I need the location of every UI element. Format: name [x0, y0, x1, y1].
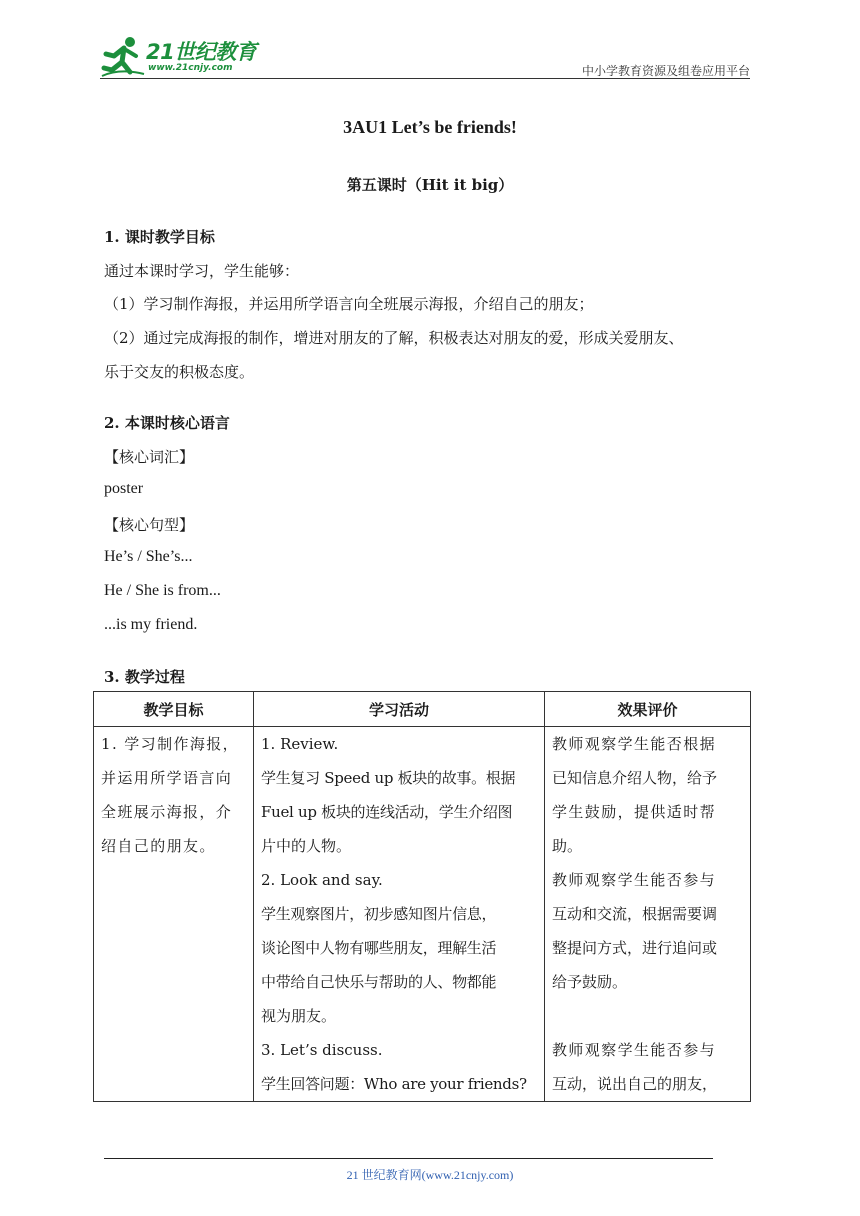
footer-divider	[104, 1158, 713, 1159]
activity-line: 学生回答问题：Who are your friends?	[261, 1075, 527, 1093]
pattern-3: ...is my friend.	[104, 616, 198, 633]
vocab-word: poster	[104, 480, 144, 497]
activity-line: 谈论图中人物有哪些朋友，理解生活	[261, 939, 497, 957]
section3-heading: 3. 教学过程	[104, 668, 185, 686]
column-header: 教学目标	[94, 692, 254, 727]
page-header	[100, 34, 750, 78]
platform-name: 中小学教育资源及组卷应用平台	[581, 64, 750, 78]
evaluation-cell	[545, 727, 751, 1102]
activity-line: 1. Review.	[261, 735, 339, 753]
activity-line: 2. Look and say.	[261, 871, 383, 889]
evaluation-line: 助。	[552, 837, 583, 855]
column-header: 效果评价	[545, 692, 751, 727]
section2-heading: 2. 本课时核心语言	[104, 414, 230, 432]
evaluation-line: 给予鼓励。	[552, 973, 628, 991]
activity-line: Fuel up 板块的连线活动，学生介绍图	[261, 803, 513, 821]
document-title: 3AU1 Let’s be friends!	[343, 117, 517, 137]
evaluation-line: 互动和交流，根据需要调	[552, 905, 718, 923]
evaluation-line: 互动，说出自己的朋友，	[552, 1075, 718, 1093]
column-header: 学习活动	[254, 692, 545, 727]
teaching-process-table	[93, 691, 751, 1102]
evaluation-line: 教师观察学生能否参与	[552, 871, 717, 889]
goal-cell	[94, 727, 254, 1102]
activity-line: 3. Let’s discuss.	[261, 1041, 383, 1059]
evaluation-line: 教师观察学生能否参与	[552, 1041, 717, 1059]
site-logo	[100, 34, 270, 78]
logo-text: 21世纪教育	[146, 40, 257, 64]
evaluation-line: 教师观察学生能否根据	[552, 735, 717, 753]
section1-heading: 1. 课时教学目标	[104, 228, 215, 246]
goal-1: （1）学习制作海报，并运用所学语言向全班展示海报，介绍自己的朋友；	[104, 295, 594, 313]
activity-cell	[254, 727, 545, 1102]
activity-line: 学生复习 Speed up 板块的故事。根据	[261, 769, 516, 787]
evaluation-line	[552, 999, 743, 1033]
pattern-label: 【核心句型】	[104, 516, 195, 534]
vocab-label: 【核心词汇】	[104, 448, 195, 466]
table-row	[94, 727, 751, 1102]
activity-line: 视为朋友。	[261, 1007, 337, 1025]
activity-line: 片中的人物。	[261, 837, 352, 855]
goal-line: 绍自己的朋友。	[101, 837, 216, 855]
lesson-subtitle: 第五课时（Hit it big）	[346, 176, 514, 194]
goal-line: 全班展示海报，介	[101, 803, 233, 821]
logo-url: www.21cnjy.com	[148, 63, 233, 73]
activity-line: 学生观察图片，初步感知图片信息，	[261, 905, 497, 923]
pattern-1: He’s / She’s...	[104, 548, 193, 565]
goal-2-line1: （2）通过完成海报的制作，增进对朋友的了解，积极表达对朋友的爱，形成关爱朋友、	[104, 329, 684, 347]
table-header-row	[94, 692, 751, 727]
evaluation-line: 学生鼓励，提供适时帮	[552, 803, 717, 821]
header-divider	[100, 78, 750, 79]
goal-line: 1. 学习制作海报，	[101, 735, 240, 753]
section1-intro: 通过本课时学习，学生能够：	[104, 262, 300, 280]
pattern-2: He / She is from...	[104, 582, 221, 599]
evaluation-line: 已知信息介绍人物，给予	[552, 769, 718, 787]
goal-line: 并运用所学语言向	[101, 769, 233, 787]
page-footer: 21 世纪教育网(www.21cnjy.com)	[346, 1168, 514, 1182]
evaluation-line: 整提问方式，进行追问或	[552, 939, 718, 957]
activity-line: 中带给自己快乐与帮助的人、物都能	[261, 973, 497, 991]
goal-2-line2: 乐于交友的积极态度。	[104, 363, 255, 381]
runner-logo-icon	[100, 34, 146, 78]
